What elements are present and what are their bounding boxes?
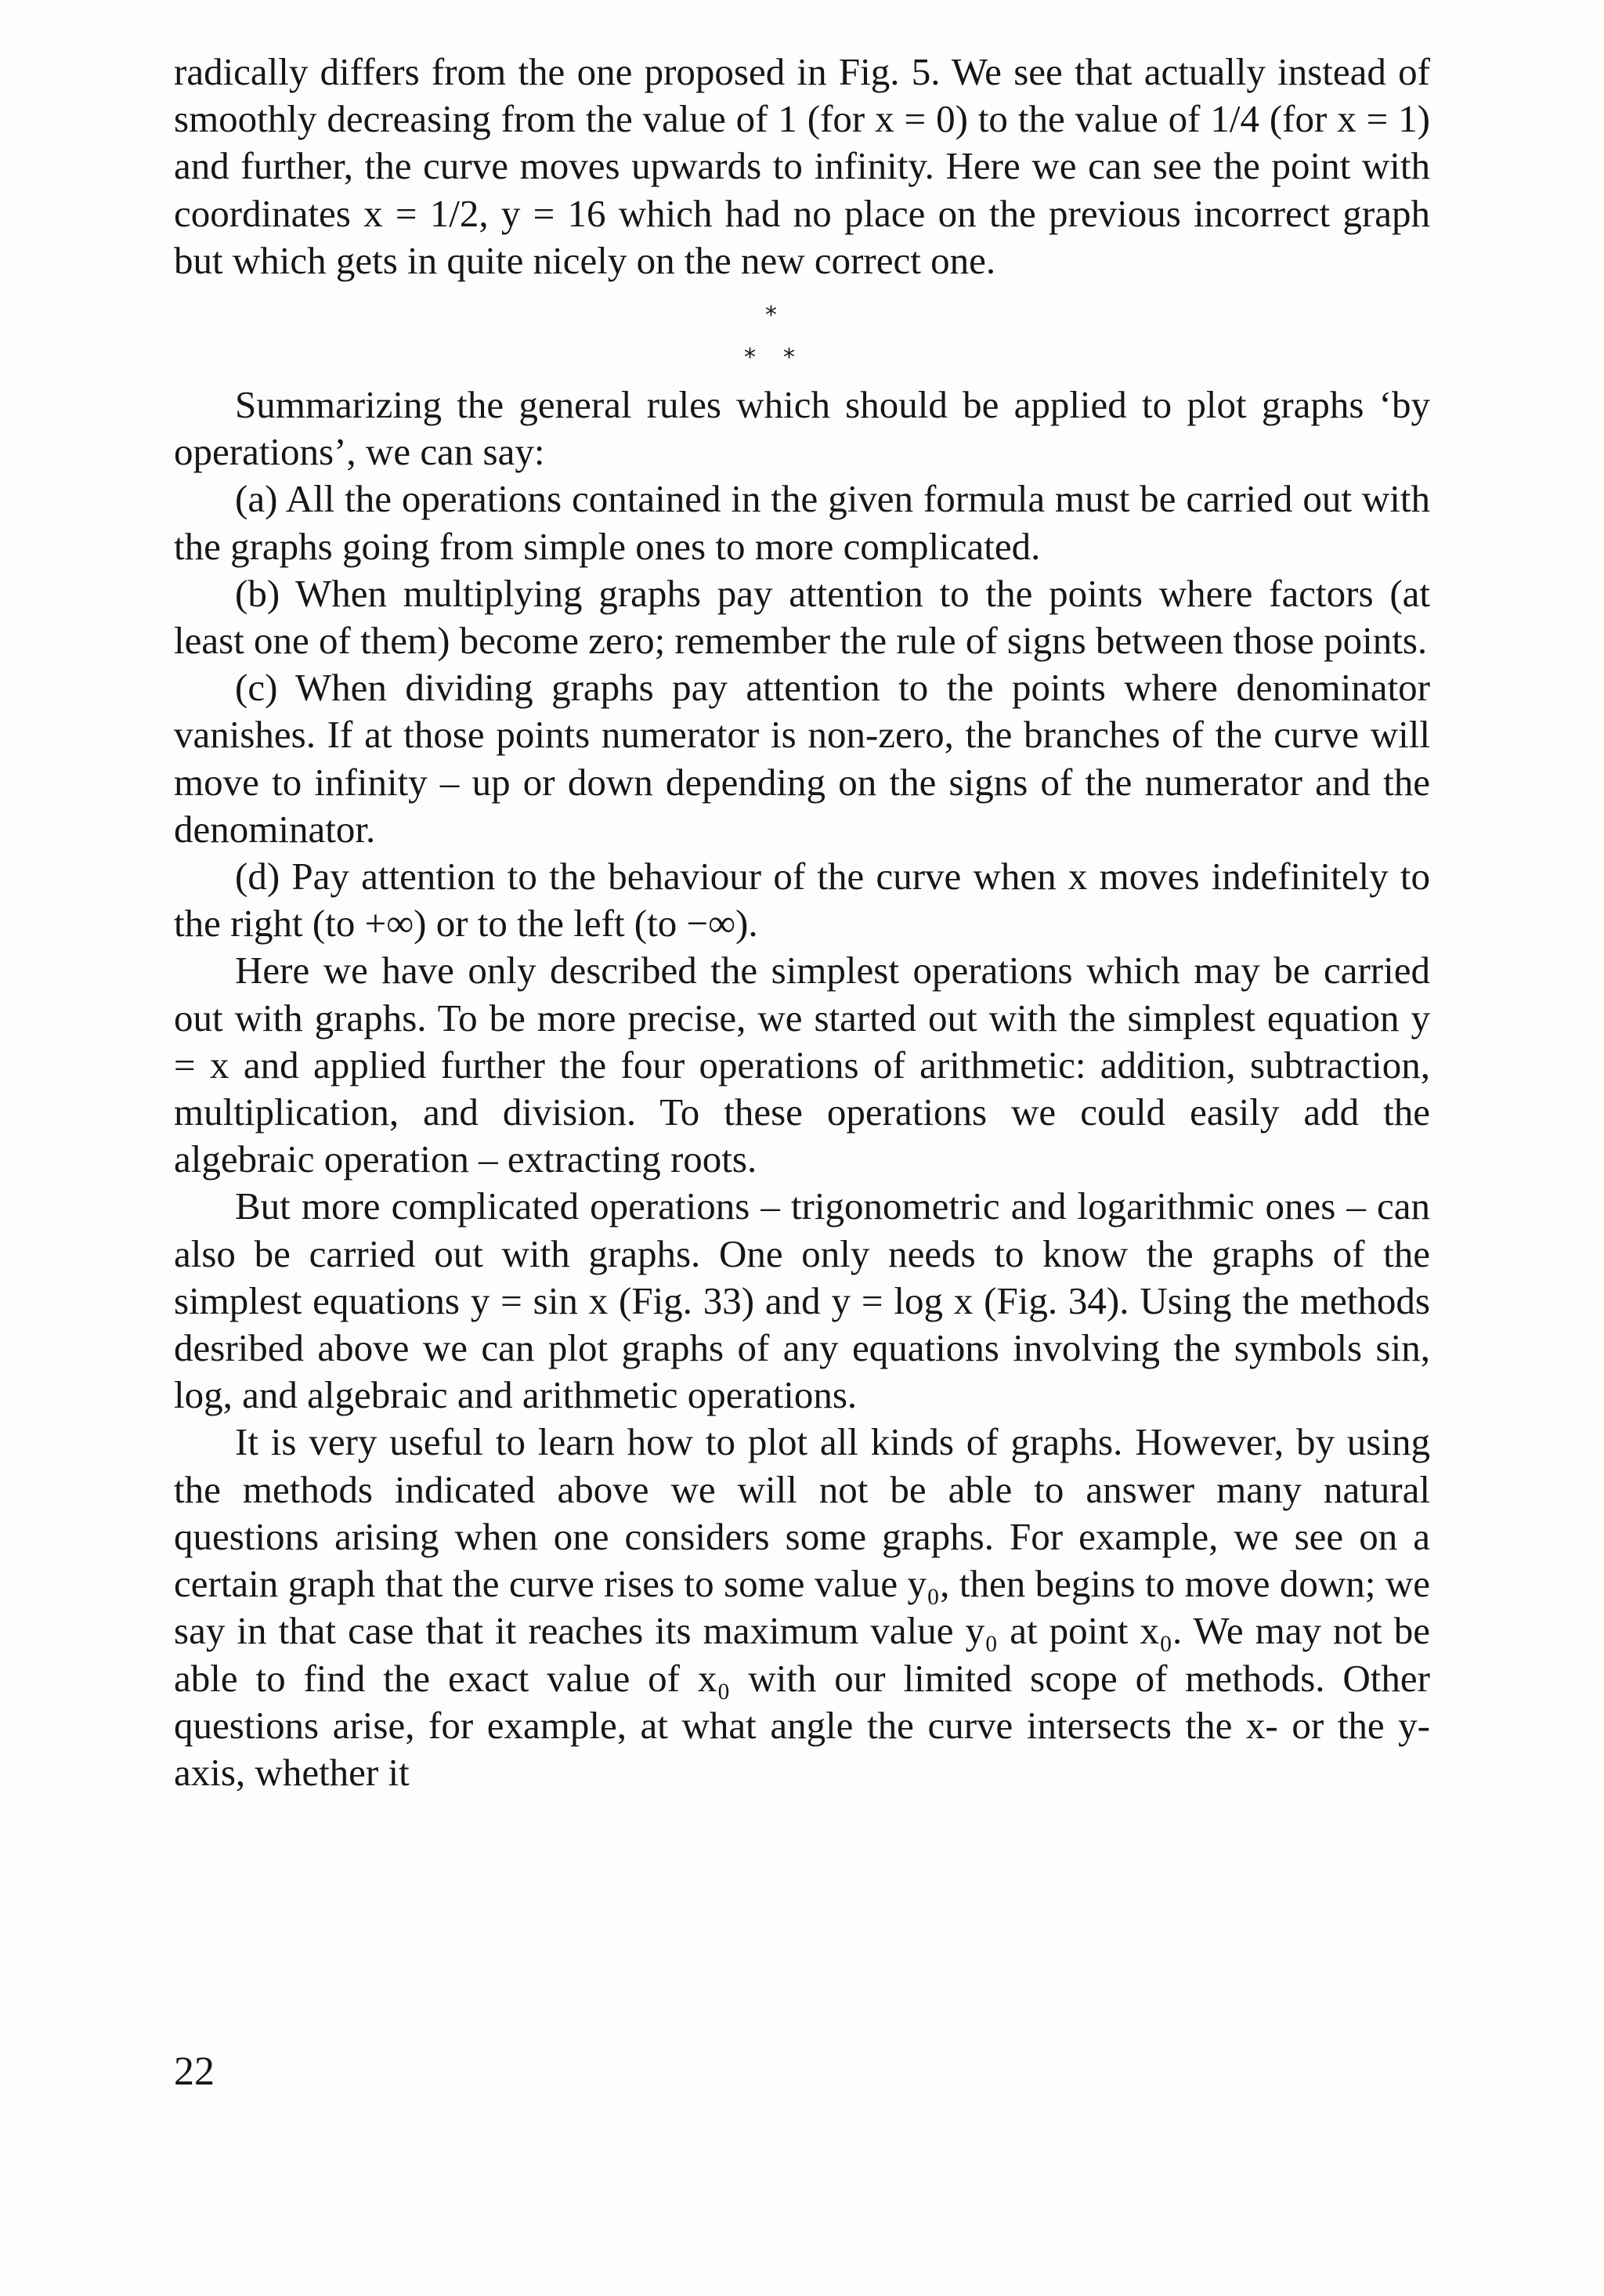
rule-c: (c) When dividing graphs pay attention to the points where denominator vanishes. If at those points numerator is non-zero, the branches of the curve will move to infinity – up or down depending on the signs of the numerator and the denominator. xyxy=(174,666,1430,851)
paragraph-continued: radically differs from the one proposed in Fig. 5. We see that actually instead of smoothly decreasing from the value of 1 (for x = 0) to the value of 1/4 (for x = 1) and further, the curve moves upwards to infinity. Here we can see the point with coordinates x = 1/2, y = 16 which had no place on the previous incorrect graph but which gets in quite nicely on the new correct one. xyxy=(174,50,1430,282)
paragraph-summary-intro: Summarizing the general rules which should be applied to plot graphs ‘by operations’, we can say: xyxy=(174,383,1430,474)
rule-b: (b) When multiplying graphs pay attention to the points where factors (at least one of them) become zero; remember the rule of signs between those points. xyxy=(174,571,1430,663)
rule-d: (d) Pay attention to the behaviour of the curve when x moves indefinitely to the right (to +∞) or to the left (to −∞). xyxy=(174,855,1430,946)
rule-a: (a) All the operations contained in the given formula must be carried out with the graphs going from simple ones to more complicated. xyxy=(174,477,1430,568)
asterism-star: * xyxy=(783,344,795,372)
page-number: 22 xyxy=(174,2049,215,2094)
section-divider xyxy=(174,284,1430,381)
paragraph-complicated-operations: But more complicated operations – trigonometric and logarithmic ones – can also be carried out with graphs. One only needs to know the graphs of the simplest equations y = sin x (Fig. 33) and y = log x (Fig. 34). Using the methods desribed above we can plot graphs of any equations involving the symbols sin, log, and algebraic and arithmetic operations. xyxy=(174,1184,1430,1417)
asterism-star: * xyxy=(744,344,756,372)
paragraph-simplest-operations: Here we have only described the simplest operations which may be carried out with graphs. To be more precise, we started out with the simplest equation y = x and applied further the four operations of arithmetic: addition, subtraction, multiplication, and division. To these operations we could easily add the algebraic operation – extracting roots. xyxy=(174,949,1430,1181)
paragraph-useful-graphs: It is very useful to learn how to plot all kinds of graphs. However, by using the methods indicated above we will not be able to answer many natural questions arising when one considers some graphs. For example, we see on a certain graph that the curve rises to some value y₀, then begins to move down; we say in that case that it reaches its maximum value y₀ at point x₀. We may not be able to find the exact value of x₀ with our limited scope of methods. Other questions arise, for example, at what angle the curve intersects the x- or the y-axis, whether it xyxy=(174,1420,1430,1794)
text-column xyxy=(174,49,1430,1796)
asterism-star: * xyxy=(765,302,777,330)
